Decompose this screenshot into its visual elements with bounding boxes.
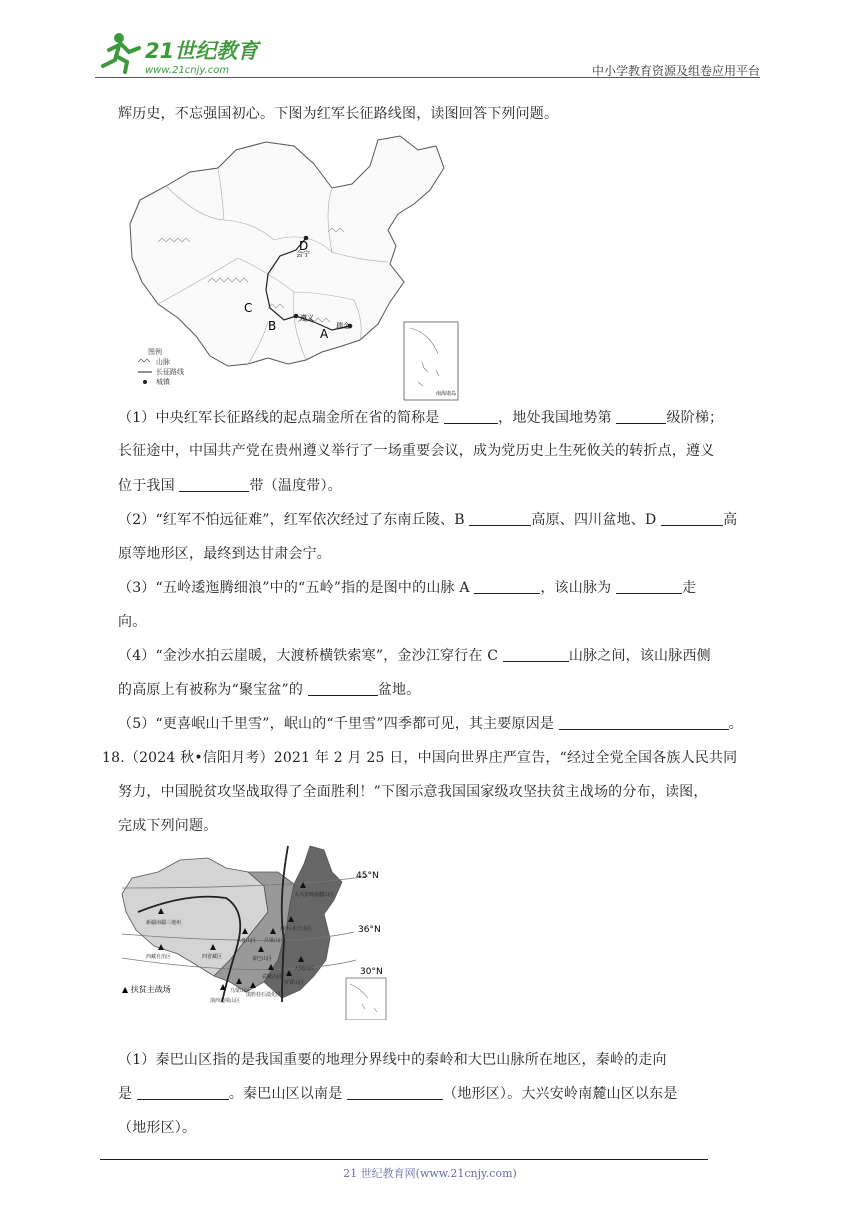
q17-part4-line1: （4）“金沙水拍云崖暖，大渡桥横铁索寒”，金沙江穿行在 C 山脉之间，该山脉西侧 (118, 648, 711, 664)
region-label-lvliang: 吕梁山区 (264, 938, 285, 944)
q17-part3-line2: 向。 (118, 614, 147, 630)
region-label-luoxiao: 罗霄山区 (284, 980, 305, 986)
answer-blank-1[interactable] (444, 409, 498, 424)
q18-line2: 努力，中国脱贫攻坚战取得了全面胜利！”下图示意我国国家级攻坚扶贫主战场的分布，读图， (118, 784, 708, 800)
logo-url: www.21cnjy.com (145, 65, 230, 76)
answer-blank-5[interactable] (661, 511, 723, 526)
map-label-b: B (268, 319, 277, 333)
map-label-a: A (320, 327, 329, 341)
long-march-map (118, 132, 498, 402)
region-label-dianqian: 滇黔桂石漠化区 (246, 992, 282, 998)
region-label-dianxi: 滇西边境山区 (210, 998, 241, 1004)
q17-part4-line2: 的高原上有被称为“聚宝盆”的 盆地。 (118, 682, 421, 698)
answer-blank-6[interactable] (474, 579, 540, 594)
map-label-c: C (244, 301, 253, 315)
footer-text[interactable]: 21 世纪教育网(www.21cnjy.com) (343, 1167, 517, 1180)
q17-part1-line3: 位于我国 带（温度带）。 (118, 478, 342, 494)
legend-box (138, 347, 184, 386)
answer-blank-2[interactable] (616, 409, 666, 424)
logo (95, 28, 265, 78)
q17-part1-line1: （1）中央红军长征路线的起点瑞金所在省的简称是 ，地处我国地势第 级阶梯； (118, 410, 724, 426)
map-label-d: D (299, 239, 309, 253)
answer-blank-12[interactable] (347, 1085, 443, 1100)
q17-part5: （5）“更喜岷山千里雪”，岷山的“千里雪”四季都可见，其主要原因是 。 (118, 716, 743, 732)
latitude-30: 30°N (360, 967, 383, 977)
running-man-icon (103, 33, 139, 72)
region-label-liupan: 六盘山区 (236, 938, 257, 944)
region-label-xinjiang: 新疆南疆三地州 (146, 920, 182, 926)
region-label-qinba: 秦巴山区 (252, 956, 273, 962)
header-divider (95, 77, 760, 78)
page-header (95, 28, 760, 80)
answer-blank-8[interactable] (503, 647, 569, 662)
q18-part1-line1: （1）秦巴山区指的是我国重要的地理分界线中的秦岭和大巴山脉所在地区，秦岭的走向 (118, 1052, 667, 1068)
answer-blank-9[interactable] (308, 681, 378, 696)
region-label-daxing: 大兴安岭南麓山区 (294, 892, 335, 898)
map2-legend: ▲ 扶贫主战场 (122, 985, 171, 994)
south-china-sea-inset (404, 322, 458, 400)
svg-text:城镇: 城镇 (156, 378, 170, 386)
inset-label: 南海诸岛 (436, 391, 457, 397)
svg-text:山脉: 山脉 (156, 358, 170, 366)
region-label-wumeng: 乌蒙山区 (230, 988, 251, 994)
logo-main: 21世纪教育 (145, 39, 259, 63)
china-outline (130, 136, 444, 366)
q18-part1-line2: 是 。秦巴山区以南是 （地形区）。大兴安岭南麓山区以东是 (118, 1086, 678, 1102)
q17-part1-line2: 长征途中，中国共产党在贵州遵义举行了一场重要会议，成为党历史上生死攸关的转折点，遵义 (118, 443, 715, 459)
q17-part2-line2: 原等地形区，最终到达甘肃会宁。 (118, 546, 331, 562)
intro-text: 辉历史，不忘强国初心。下图为红军长征路线图，读图回答下列问题。 (118, 106, 559, 122)
answer-blank-7[interactable] (616, 579, 682, 594)
answer-blank-11[interactable] (137, 1085, 229, 1100)
q17-part2-line1: （2）“红军不怕远征难”，红军依次经过了东南丘陵、B 高原、四川盆地、D 高 (118, 512, 738, 528)
latitude-45: 45°N (356, 871, 379, 881)
region-label-sizang: 四省藏区 (202, 954, 223, 960)
q18-line1: 18.（2024 秋•信阳月考）2021 年 2 月 25 日，中国向世界庄严宣告，“经过全党全国各族人民共同 (102, 750, 738, 766)
answer-blank-3[interactable] (179, 477, 249, 492)
latitude-36: 36°N (358, 925, 381, 935)
map-label-huining: 会宁 (296, 250, 310, 258)
map-label-zunyi: 遵义 (300, 314, 314, 322)
q17-part3-line1: （3）“五岭逶迤腾细浪”中的“五岭”指的是图中的山脉 A ，该山脉为 走 (118, 580, 697, 596)
map-label-ruijin: 瑞金 (336, 322, 350, 330)
region-label-dabie: 大别山区 (294, 966, 315, 972)
svg-text:图例: 图例 (148, 348, 162, 356)
platform-name: 中小学教育资源及组卷应用平台 (591, 64, 760, 78)
region-label-xizang: 西藏自治区 (146, 954, 172, 960)
answer-blank-4[interactable] (469, 511, 531, 526)
region-label-yanshan: 燕山-太行山区 (280, 926, 312, 932)
map2-south-china-sea-inset (346, 978, 386, 1020)
q18-line3: 完成下列问题。 (118, 818, 218, 834)
question-number: 18. (102, 750, 125, 766)
answer-blank-10[interactable] (559, 715, 729, 730)
region-label-wuling: 武陵山区 (262, 974, 283, 980)
poverty-battlefield-map (118, 842, 388, 1020)
q18-part1-line3: （地形区）。 (118, 1120, 197, 1136)
footer-divider (100, 1159, 708, 1160)
svg-text:长征路线: 长征路线 (156, 368, 184, 376)
